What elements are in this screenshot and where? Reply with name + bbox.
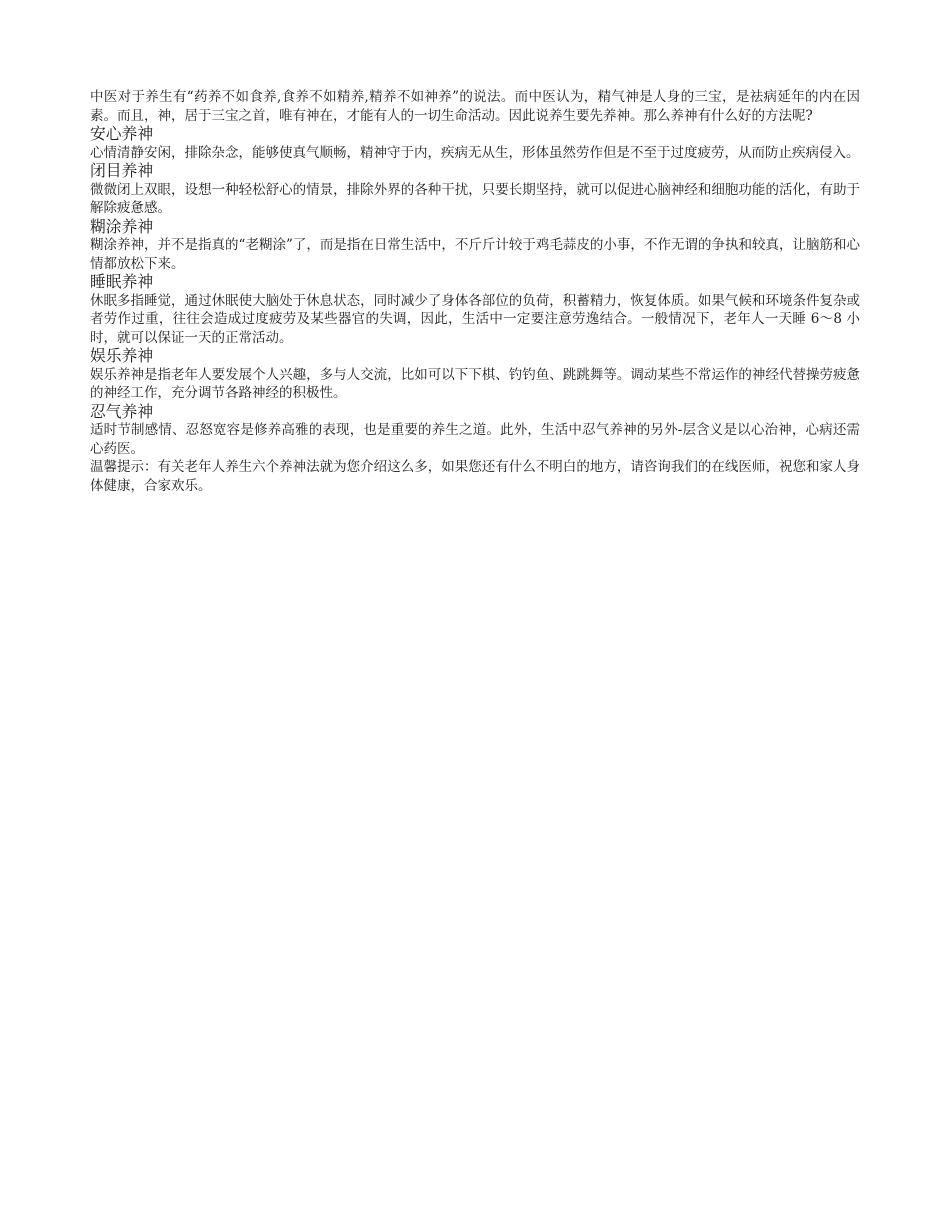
section-忍气养神 [90,403,860,459]
section-body: 休眠多指睡觉，通过休眠使大脑处于休息状态，同时减少了身体各部位的负荷，积蓄精力，恢复体质。如果气候和环境条件复杂或者劳作过重，往往会造成过度疲劳及某些器官的失调，因此，生活中一定要注意劳逸结合。一般情况下，老年人一天睡 6～8 小时，就可以保证一天的正常活动。 [90,292,860,346]
section-body: 微微闭上双眼，设想一种轻松舒心的情景，排除外界的各种干扰，只要长期坚持，就可以促进心脑神经和细胞功能的活化，有助于解除疲惫感。 [90,181,860,216]
section-安心养神 [90,125,860,162]
section-糊涂养神 [90,218,860,274]
section-body: 适时节制感情、忍怒宽容是修养高雅的表现，也是重要的养生之道。此外，生活中忍气养神的另外-层含义是以心治神，心病还需心药医。 [90,422,860,457]
section-title: 忍气养神 [90,401,154,421]
article [90,88,860,495]
section-娱乐养神 [90,347,860,403]
section-body: 心情清静安闲，排除杂念，能够使真气顺畅，精神守于内，疾病无从生，形体虽然劳作但是不至于过度疲劳，从而防止疾病侵入。 [90,144,860,161]
section-title: 娱乐养神 [90,346,154,365]
section-闭目养神 [90,162,860,218]
section-body: 糊涂养神，并不是指真的“老糊涂”了，而是指在日常生活中，不斤斤计较于鸡毛蒜皮的小事，不作无谓的争执和较真，让脑筋和心情都放松下来。 [90,237,860,272]
section-title: 闭目养神 [90,161,154,180]
section-title: 睡眠养神 [90,272,154,291]
section-body: 娱乐养神是指老年人要发展个人兴趣，多与人交流，比如可以下下棋、钓钓鱼、跳跳舞等。调动某些不常运作的神经代替操劳疲惫的神经工作，充分调节各路神经的积极性。 [90,366,860,401]
section-title: 糊涂养神 [90,216,154,236]
section-睡眠养神 [90,273,860,347]
tip-paragraph: 温馨提示：有关老年人养生六个养神法就为您介绍这么多，如果您还有什么不明白的地方，请咨询我们的在线医师，祝您和家人身体健康，合家欢乐。 [90,459,860,494]
intro-paragraph: 中医对于养生有“药养不如食养,食养不如精养,精养不如神养”的说法。而中医认为，精气神是人身的三宝，是祛病延年的内在因素。而且，神，居于三宝之首，唯有神在，才能有人的一切生命活动。因此说养生要先养神。那么养神有什么好的方法呢? [90,89,860,124]
section-title: 安心养神 [90,124,154,143]
